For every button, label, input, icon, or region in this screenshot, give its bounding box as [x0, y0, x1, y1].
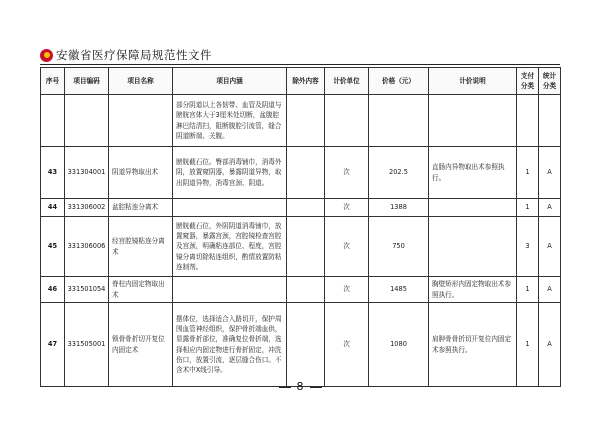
cell-price: 1485 [369, 277, 429, 303]
col-header-exclude: 除外内容 [287, 68, 325, 95]
header-divider [40, 64, 560, 65]
cell-content: 膀胱截石位，外阴阴道消毒铺巾，放置窥器，暴露宫颈，宫腔镜检查宫腔及宫颈，明确粘连部位、程度，宫腔镜分离切除粘连组织，酌情放置防粘连制剂。 [173, 217, 287, 277]
col-header-price: 价格（元） [369, 68, 429, 95]
cell-name: 锁骨骨折切开复位内固定术 [109, 303, 173, 387]
cell-content: 膀胱截石位。臀部消毒铺巾，消毒外阴，放置窥阴器，暴露阴道异物，取出阴道异物，消毒宫颈、阴道。 [173, 147, 287, 199]
col-header-explain: 计价说明 [429, 68, 517, 95]
footer-dash-left [279, 387, 291, 388]
cell-code: 331304001 [65, 147, 109, 199]
cell-pay: 1 [517, 199, 539, 217]
cell-price: 750 [369, 217, 429, 277]
cell-seq: 43 [41, 147, 65, 199]
cell-unit: 次 [325, 277, 369, 303]
cell-code [65, 95, 109, 147]
cell-explain: 直肠内异物取出术参照执行。 [429, 147, 517, 199]
cell-explain [429, 199, 517, 217]
cell-stat: A [539, 303, 561, 387]
cell-code: 331306006 [65, 217, 109, 277]
cell-pay: 1 [517, 303, 539, 387]
cell-unit: 次 [325, 303, 369, 387]
cell-name: 经宫腔镜粘连分离术 [109, 217, 173, 277]
cell-stat: A [539, 147, 561, 199]
cell-pay [517, 95, 539, 147]
col-header-seq: 序号 [41, 68, 65, 95]
page-number: 8 [296, 380, 304, 393]
table-row [41, 95, 561, 147]
cell-pay: 1 [517, 277, 539, 303]
table-row [41, 147, 561, 199]
cell-price: 1388 [369, 199, 429, 217]
cell-explain [429, 95, 517, 147]
cell-seq: 46 [41, 277, 65, 303]
cell-seq [41, 95, 65, 147]
cell-stat: A [539, 217, 561, 277]
table-row [41, 217, 561, 277]
table-row [41, 199, 561, 217]
table-row [41, 277, 561, 303]
cell-code: 331501054 [65, 277, 109, 303]
col-header-unit: 计价单位 [325, 68, 369, 95]
table-header-row [41, 68, 561, 95]
cell-exclude [287, 277, 325, 303]
cell-name: 盆腔粘连分离术 [109, 199, 173, 217]
cell-name: 阴道异物取出术 [109, 147, 173, 199]
cell-unit: 次 [325, 217, 369, 277]
page-footer [0, 380, 600, 393]
col-header-name: 项目名称 [109, 68, 173, 95]
cell-exclude [287, 199, 325, 217]
cell-stat: A [539, 277, 561, 303]
cell-content [173, 277, 287, 303]
cell-exclude [287, 95, 325, 147]
cell-pay: 3 [517, 217, 539, 277]
cell-price: 1080 [369, 303, 429, 387]
cell-unit: 次 [325, 199, 369, 217]
fee-table [40, 67, 561, 387]
col-header-code: 项目编码 [65, 68, 109, 95]
cell-price [369, 95, 429, 147]
document-title: 安徽省医疗保障局规范性文件 [56, 48, 212, 62]
cell-name: 脊柱内固定物取出术 [109, 277, 173, 303]
document-header [40, 44, 560, 66]
cell-seq: 44 [41, 199, 65, 217]
cell-price: 202.5 [369, 147, 429, 199]
cell-content: 摆体位，选择适合入路切开，保护周围血管神经组织，保护骨折端血供，显露骨折部位，准确复位骨折端，选择相应内固定物进行骨折固定，冲洗伤口，放置引流，逐层缝合伤口。不含术中X线引导。 [173, 303, 287, 387]
cell-explain: 肩胛骨骨折切开复位内固定术参照执行。 [429, 303, 517, 387]
col-header-content: 项目内涵 [173, 68, 287, 95]
cell-code: 331505001 [65, 303, 109, 387]
cell-seq: 47 [41, 303, 65, 387]
cell-explain [429, 217, 517, 277]
cell-exclude [287, 303, 325, 387]
cell-content [173, 199, 287, 217]
cell-name [109, 95, 173, 147]
col-header-pay: 支付分类 [517, 68, 539, 95]
cell-unit: 次 [325, 147, 369, 199]
table-row [41, 303, 561, 387]
cell-explain: 胸壁矫形内固定物取出术参照执行。 [429, 277, 517, 303]
footer-dash-right [310, 387, 322, 388]
cell-stat: A [539, 199, 561, 217]
cell-exclude [287, 217, 325, 277]
col-header-stat: 统计分类 [539, 68, 561, 95]
emblem-icon [40, 49, 53, 62]
cell-content: 部分阴道以上各韧带、血管及阴道与膀胱宫体大于3厘米处切断，盆腹腔淋巴结清扫，阻断腹腔引流管，缝合阴道断端、关腹。 [173, 95, 287, 147]
cell-seq: 45 [41, 217, 65, 277]
cell-code: 331306002 [65, 199, 109, 217]
cell-unit [325, 95, 369, 147]
cell-pay: 1 [517, 147, 539, 199]
cell-exclude [287, 147, 325, 199]
cell-stat [539, 95, 561, 147]
